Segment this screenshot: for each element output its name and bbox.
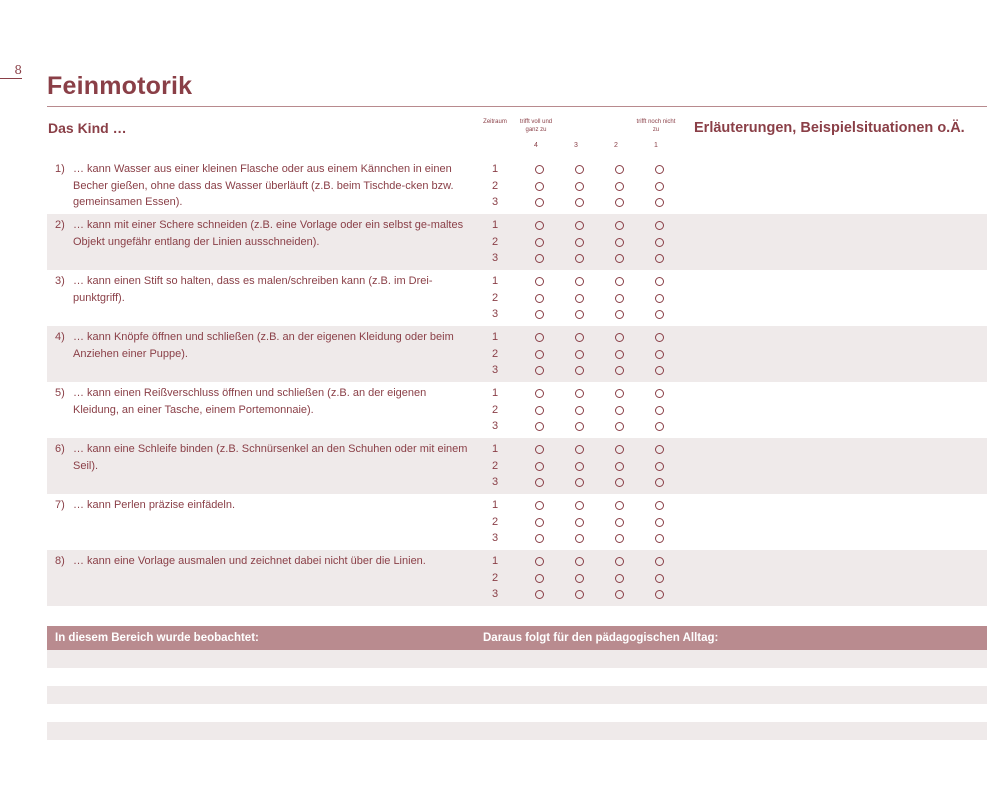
rating-radio-2[interactable] [615, 221, 624, 230]
rating-radio-3[interactable] [575, 478, 584, 487]
period-number: 3 [491, 532, 499, 544]
rating-radio-2[interactable] [615, 198, 624, 207]
item-number: 6) [55, 443, 65, 455]
scale-value-2: 2 [614, 142, 618, 149]
rating-radio-2[interactable] [615, 389, 624, 398]
period-number: 1 [491, 555, 499, 567]
period-number: 2 [491, 403, 499, 416]
rating-radio-1[interactable] [655, 557, 664, 566]
rating-radio-3[interactable] [575, 254, 584, 263]
rating-radio-2[interactable] [615, 557, 624, 566]
item-text: … kann einen Stift so halten, dass es malen/schreiben kann (z.B. im Drei-punktgriff). [73, 275, 433, 304]
rating-radio-3[interactable] [575, 333, 584, 342]
rating-radio-2[interactable] [615, 350, 624, 359]
period-column-header: Zeitraum [483, 119, 507, 125]
rating-radio-1[interactable] [655, 462, 664, 471]
rating-radio-2[interactable] [615, 254, 624, 263]
rating-radio-3[interactable] [575, 198, 584, 207]
rating-radio-2[interactable] [615, 182, 624, 191]
period-number: 2 [491, 235, 499, 248]
item-row [47, 270, 987, 326]
item-number: 1) [55, 163, 65, 175]
rating-radio-2[interactable] [615, 574, 624, 583]
period-number: 1 [491, 163, 499, 175]
rating-radio-3[interactable] [575, 366, 584, 375]
rating-radio-1[interactable] [655, 534, 664, 543]
rating-radio-3[interactable] [575, 518, 584, 527]
item-row [47, 382, 987, 438]
item-row [47, 158, 987, 214]
rating-radio-4[interactable] [535, 557, 544, 566]
rating-radio-2[interactable] [615, 165, 624, 174]
item-number: 4) [55, 331, 65, 343]
rating-radio-1[interactable] [655, 221, 664, 230]
item-text: … kann einen Reißverschluss öffnen und schließen (z.B. an der eigenen Kleidung, an einer Tasche, einem Portemonnaie). [73, 387, 427, 416]
rating-radio-2[interactable] [615, 406, 624, 415]
period-number: 1 [491, 443, 499, 455]
page-number: 8 [0, 63, 22, 79]
rating-radio-3[interactable] [575, 350, 584, 359]
rating-radio-1[interactable] [655, 350, 664, 359]
rating-radio-3[interactable] [575, 445, 584, 454]
item-number: 7) [55, 499, 65, 511]
item-row [47, 438, 987, 494]
rating-radio-4[interactable] [535, 501, 544, 510]
period-number: 2 [491, 179, 499, 192]
period-number: 2 [491, 459, 499, 472]
rating-radio-2[interactable] [615, 294, 624, 303]
rating-radio-3[interactable] [575, 501, 584, 510]
rating-radio-4[interactable] [535, 165, 544, 174]
rating-radio-1[interactable] [655, 254, 664, 263]
rating-radio-1[interactable] [655, 518, 664, 527]
rating-radio-2[interactable] [615, 501, 624, 510]
rating-radio-2[interactable] [615, 478, 624, 487]
scale-value-3: 3 [574, 142, 578, 149]
period-number: 2 [491, 571, 499, 584]
rating-radio-2[interactable] [615, 534, 624, 543]
period-number: 2 [491, 347, 499, 360]
item-row [47, 550, 987, 606]
consequence-label: Daraus folgt für den pädagogischen Alltag: [483, 632, 719, 644]
rating-radio-1[interactable] [655, 406, 664, 415]
period-number: 2 [491, 515, 499, 528]
rating-radio-1[interactable] [655, 294, 664, 303]
rating-radio-2[interactable] [615, 590, 624, 599]
period-number: 3 [491, 308, 499, 320]
item-row [47, 326, 987, 382]
rating-radio-1[interactable] [655, 389, 664, 398]
observed-label: In diesem Bereich wurde beobachtet: [55, 632, 259, 644]
period-number: 1 [491, 499, 499, 511]
period-number: 1 [491, 275, 499, 287]
period-number: 2 [491, 291, 499, 304]
item-text: … kann eine Vorlage ausmalen und zeichnet dabei nicht über die Linien. [73, 555, 426, 567]
period-number: 1 [491, 331, 499, 343]
summary-header-bar [47, 626, 987, 650]
item-number: 3) [55, 275, 65, 287]
notes-line[interactable] [47, 686, 987, 704]
rating-radio-2[interactable] [615, 333, 624, 342]
rating-radio-3[interactable] [575, 557, 584, 566]
rating-radio-3[interactable] [575, 277, 584, 286]
rating-radio-4[interactable] [535, 182, 544, 191]
rating-radio-1[interactable] [655, 422, 664, 431]
period-number: 3 [491, 420, 499, 432]
rating-radio-1[interactable] [655, 478, 664, 487]
rating-radio-4[interactable] [535, 366, 544, 375]
rating-radio-4[interactable] [535, 221, 544, 230]
rating-radio-3[interactable] [575, 389, 584, 398]
rating-radio-4[interactable] [535, 518, 544, 527]
rating-radio-4[interactable] [535, 333, 544, 342]
rating-radio-2[interactable] [615, 462, 624, 471]
item-number: 8) [55, 555, 65, 567]
rating-radio-4[interactable] [535, 389, 544, 398]
rating-radio-3[interactable] [575, 422, 584, 431]
scale-value-1: 1 [654, 142, 658, 149]
applies-not-yet-header: trifft noch nicht zu [636, 119, 676, 133]
rating-radio-2[interactable] [615, 518, 624, 527]
rating-radio-4[interactable] [535, 406, 544, 415]
rating-radio-1[interactable] [655, 238, 664, 247]
rating-radio-4[interactable] [535, 198, 544, 207]
rating-radio-3[interactable] [575, 590, 584, 599]
rating-radio-4[interactable] [535, 310, 544, 319]
item-row [47, 494, 987, 550]
rating-radio-4[interactable] [535, 350, 544, 359]
notes-column-header: Erläuterungen, Beispielsituationen o.Ä. [694, 120, 965, 136]
rating-radio-2[interactable] [615, 277, 624, 286]
notes-line[interactable] [47, 722, 987, 740]
rating-radio-4[interactable] [535, 238, 544, 247]
rating-radio-1[interactable] [655, 165, 664, 174]
rating-radio-2[interactable] [615, 366, 624, 375]
item-text: … kann mit einer Schere schneiden (z.B. eine Vorlage oder ein selbst ge-maltes Objekt ungefähr entlang der Linien ausschneiden). [73, 219, 464, 248]
period-number: 3 [491, 252, 499, 264]
rating-radio-1[interactable] [655, 366, 664, 375]
rating-radio-1[interactable] [655, 574, 664, 583]
rating-radio-3[interactable] [575, 238, 584, 247]
rating-radio-4[interactable] [535, 254, 544, 263]
rating-radio-3[interactable] [575, 574, 584, 583]
rating-radio-4[interactable] [535, 462, 544, 471]
rating-radio-3[interactable] [575, 406, 584, 415]
rating-radio-1[interactable] [655, 501, 664, 510]
period-number: 3 [491, 588, 499, 600]
rating-radio-4[interactable] [535, 277, 544, 286]
rating-radio-1[interactable] [655, 445, 664, 454]
rating-radio-2[interactable] [615, 445, 624, 454]
title-divider [47, 106, 987, 107]
subject-label: Das Kind … [48, 120, 127, 136]
rating-radio-3[interactable] [575, 310, 584, 319]
rating-radio-2[interactable] [615, 310, 624, 319]
rating-radio-3[interactable] [575, 534, 584, 543]
rating-radio-4[interactable] [535, 422, 544, 431]
rating-radio-2[interactable] [615, 422, 624, 431]
item-text: … kann Knöpfe öffnen und schließen (z.B. an der eigenen Kleidung oder beim Anziehen einer Puppe). [73, 331, 454, 360]
rating-radio-1[interactable] [655, 277, 664, 286]
rating-radio-1[interactable] [655, 182, 664, 191]
rating-radio-1[interactable] [655, 310, 664, 319]
rating-radio-4[interactable] [535, 445, 544, 454]
item-row [47, 214, 987, 270]
scale-value-4: 4 [534, 142, 538, 149]
rating-radio-1[interactable] [655, 198, 664, 207]
item-text: … kann Wasser aus einer kleinen Flasche oder aus einem Kännchen in einen Becher gießen, ohne dass das Wasser überläuft (z.B. beim Tischde-cken bzw. gemeinsamen Essen). [73, 163, 454, 208]
period-number: 3 [491, 196, 499, 208]
rating-radio-4[interactable] [535, 574, 544, 583]
item-text: … kann eine Schleife binden (z.B. Schnürsenkel an den Schuhen oder mit einem Seil). [73, 443, 468, 472]
rating-radio-4[interactable] [535, 590, 544, 599]
rating-radio-1[interactable] [655, 333, 664, 342]
rating-radio-3[interactable] [575, 182, 584, 191]
applies-fully-header: trifft voll und ganz zu [519, 119, 553, 133]
period-number: 3 [491, 476, 499, 488]
period-number: 3 [491, 364, 499, 376]
rating-radio-4[interactable] [535, 478, 544, 487]
item-number: 5) [55, 387, 65, 399]
rating-radio-3[interactable] [575, 294, 584, 303]
rating-radio-3[interactable] [575, 165, 584, 174]
rating-radio-2[interactable] [615, 238, 624, 247]
item-number: 2) [55, 219, 65, 231]
rating-radio-3[interactable] [575, 462, 584, 471]
notes-line[interactable] [47, 650, 987, 668]
item-text: … kann Perlen präzise einfädeln. [73, 499, 236, 511]
page-title: Feinmotorik [47, 72, 193, 100]
rating-radio-4[interactable] [535, 534, 544, 543]
rating-radio-1[interactable] [655, 590, 664, 599]
period-number: 1 [491, 219, 499, 231]
rating-radio-3[interactable] [575, 221, 584, 230]
rating-radio-4[interactable] [535, 294, 544, 303]
period-number: 1 [491, 387, 499, 399]
